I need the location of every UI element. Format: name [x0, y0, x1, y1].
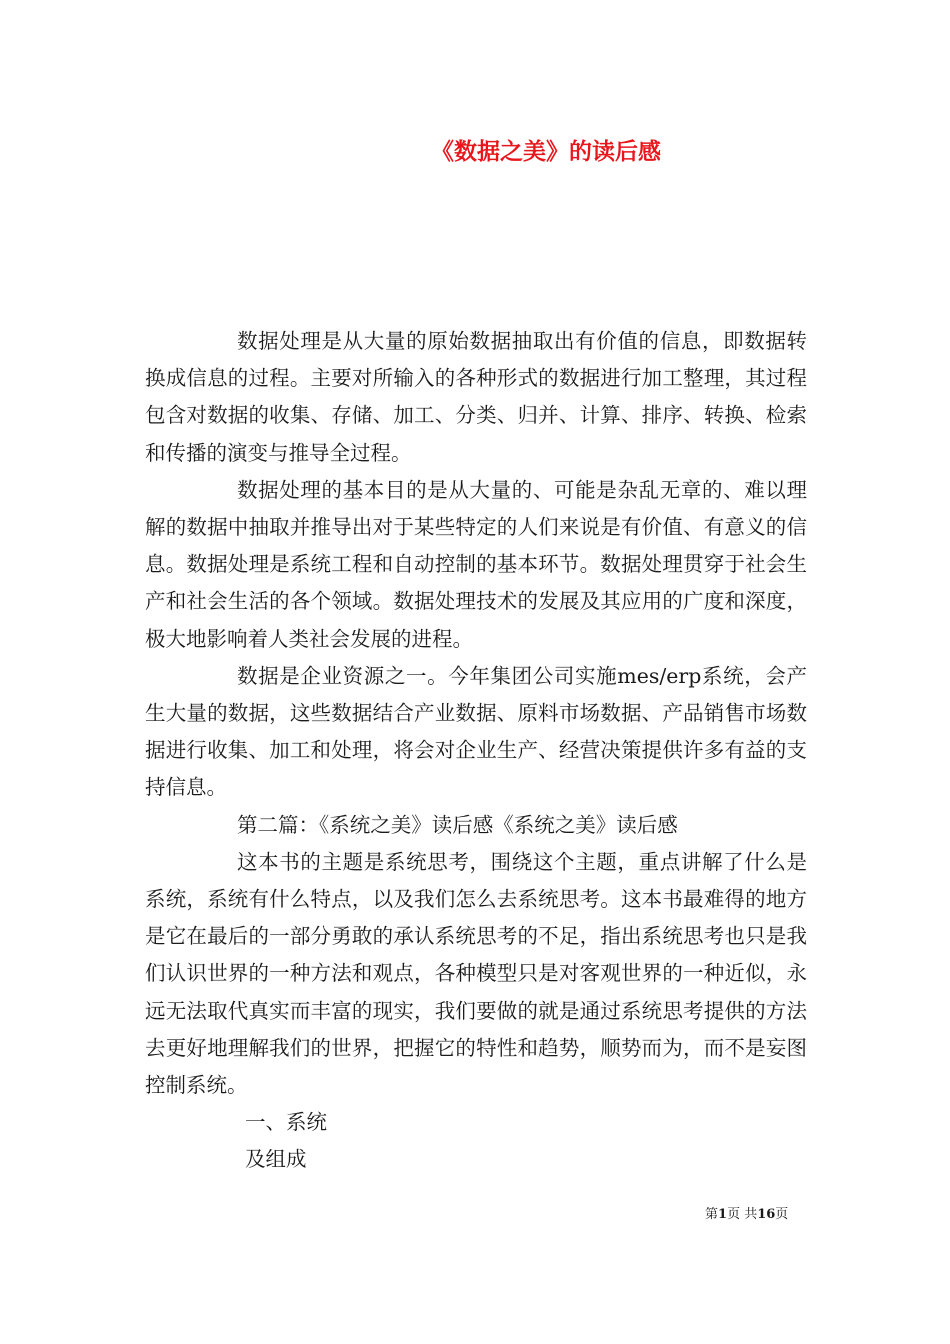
- subheading-composition: 及组成: [245, 1147, 307, 1172]
- document-body: [145, 323, 807, 1179]
- paragraph-data-processing-purpose: 数据处理的基本目的是从大量的、可能是杂乱无章的、难以理解的数据中抽取并推导出对于某些特定的人们来说是有价值、有意义的信息。数据处理是系统工程和自动控制的基本环节。数据处理贯穿于社会生产和社会生活的各个领域。数据处理技术的发展及其应用的广度和深度，极大地影响着人类社会发展的进程。: [145, 477, 807, 651]
- paragraph-data-processing-definition: 数据处理是从大量的原始数据抽取出有价值的信息，即数据转换成信息的过程。主要对所输入的各种形式的数据进行加工整理，其过程包含对数据的收集、存储、加工、分类、归并、计算、排序、转换、检索和传播的演变与推导全过程。: [145, 329, 807, 465]
- page-number-footer: [705, 1203, 788, 1222]
- footer-prefix: 第: [705, 1207, 719, 1222]
- subheading-system: 一、系统: [245, 1110, 327, 1135]
- paragraph-enterprise-data: 数据是企业资源之一。今年集团公司实施mes/erp系统，会产生大量的数据，这些数据结合产业数据、原料市场数据、产品销售市场数据进行收集、加工和处理，将会对企业生产、经营决策提供许多有益的支持信息。: [145, 663, 807, 800]
- footer-suffix: 页: [775, 1207, 789, 1222]
- footer-middle: 页 共: [727, 1207, 758, 1222]
- section-heading-second-article: 第二篇：《系统之美》读后感《系统之美》读后感: [237, 812, 678, 837]
- paragraph-systems-thinking: 这本书的主题是系统思考，围绕这个主题，重点讲解了什么是系统，系统有什么特点，以及我们怎么去系统思考。这本书最难得的地方是它在最后的一部分勇敢的承认系统思考的不足，指出系统思考也只是我们认识世界的一种方法和观点，各种模型只是对客观世界的一种近似，永远无法取代真实而丰富的现实，我们要做的就是通过系统思考提供的方法去更好地理解我们的世界，把握它的特性和趋势，顺势而为，而不是妄图控制系统。: [145, 849, 807, 1098]
- footer-total-pages: 16: [757, 1207, 776, 1222]
- footer-current-page: 1: [718, 1207, 728, 1222]
- document-title: 《数据之美》的读后感: [431, 138, 661, 165]
